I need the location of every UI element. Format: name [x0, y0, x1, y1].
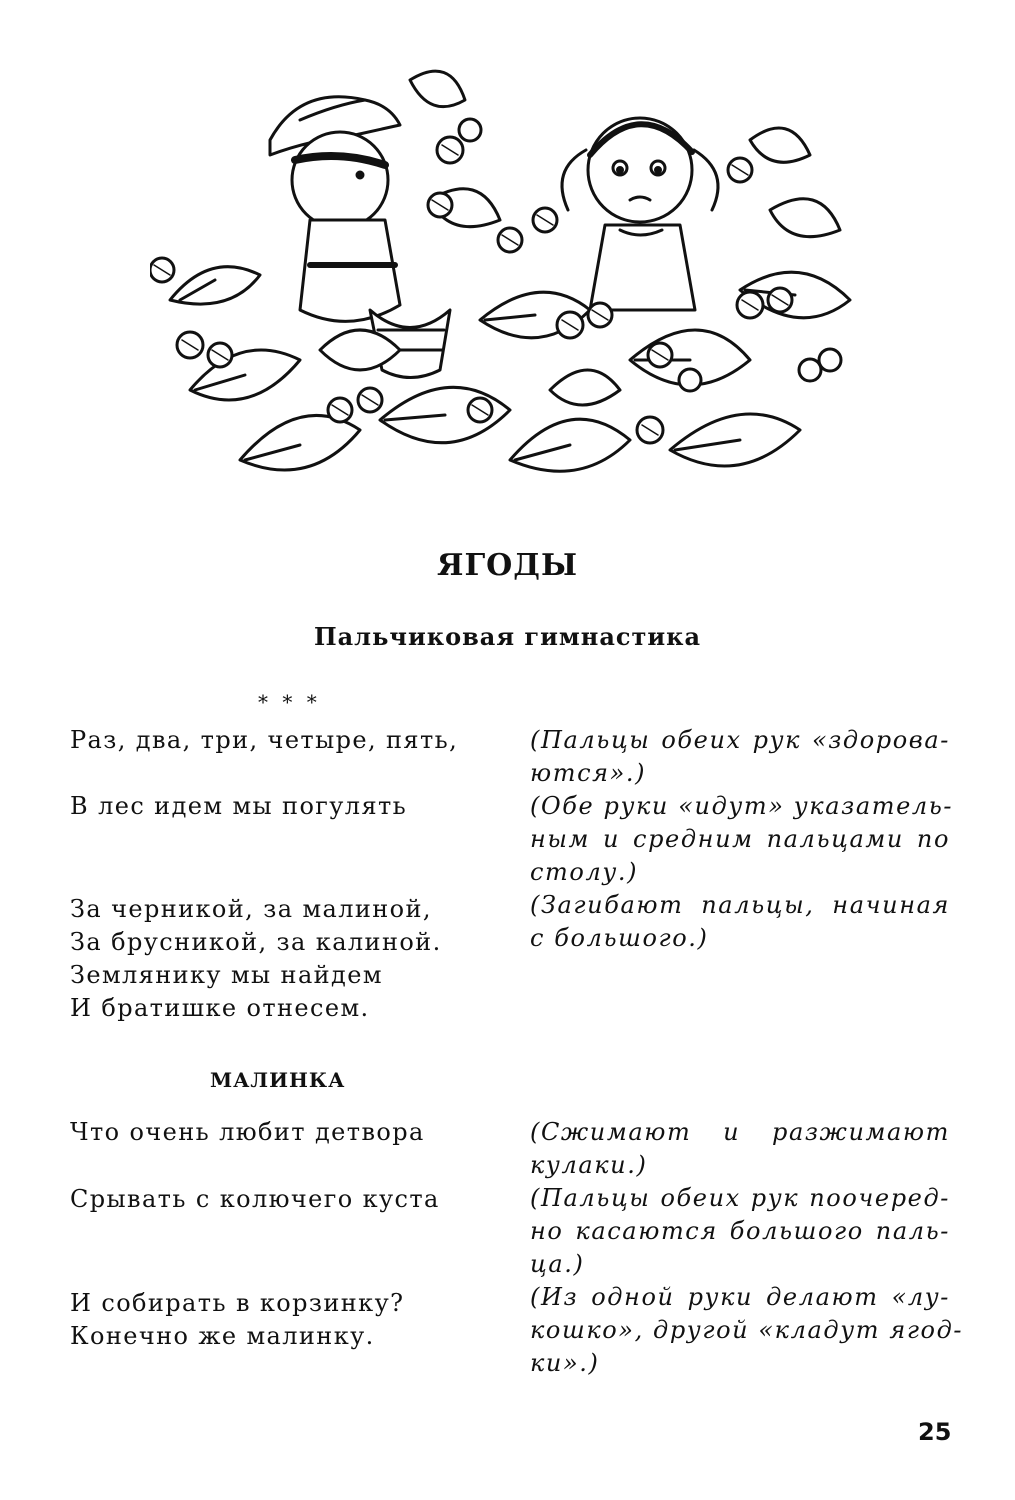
rhyme1-instruction	[530, 724, 954, 955]
instruction-line: (Пальцы обеих рук поочеред-	[530, 1184, 950, 1212]
rhyme1-line: Раз, два, три, четыре, пять,	[70, 726, 459, 754]
page-title: ЯГОДЫ	[436, 548, 579, 583]
instruction-line: (Обе руки «идут» указатель-	[530, 792, 954, 820]
instruction-line: кулаки.)	[530, 1151, 648, 1179]
instruction-line: кошко», другой «кладут ягод-	[530, 1316, 964, 1344]
rhyme1-line: Землянику мы найдем	[70, 961, 383, 989]
rhyme2-line: Конечно же малинку.	[70, 1322, 375, 1350]
illustration-drawing	[150, 60, 860, 490]
rhyme2-line: Что очень любит детвора	[70, 1118, 425, 1146]
rhyme1-line: И братишке отнесем.	[70, 994, 370, 1022]
rhyme2-line: Срывать с колючего куста	[70, 1185, 440, 1213]
instruction-line: столу.)	[530, 858, 639, 886]
berry-picking-illustration	[150, 60, 860, 490]
instruction-line: (Пальцы обеих рук «здорова-	[530, 726, 950, 754]
rhyme1-line: За брусникой, за калиной.	[70, 928, 442, 956]
instruction-line: но касаются большого паль-	[530, 1217, 950, 1245]
rhyme1-line: За черникой, за малиной,	[70, 895, 432, 923]
verse-separator: * * *	[258, 690, 321, 714]
section-subtitle: Пальчиковая гимнастика	[313, 622, 702, 651]
section-title-malinka: МАЛИНКА	[210, 1068, 346, 1092]
instruction-line: (Сжимают и разжимают	[530, 1118, 950, 1146]
instruction-line: (Загибают пальцы, начиная	[530, 891, 950, 919]
instruction-line: ются».)	[530, 759, 647, 787]
rhyme2-line: И собирать в корзинку?	[70, 1289, 405, 1317]
rhyme2-instruction	[530, 1116, 964, 1380]
instruction-line: ца.)	[530, 1250, 585, 1278]
instruction-line: ки».)	[530, 1349, 600, 1377]
page-number: 25	[918, 1418, 952, 1446]
instruction-line: ным и средним пальцами по	[530, 825, 950, 853]
instruction-line: с большого.)	[530, 924, 709, 952]
instruction-line: (Из одной руки делают «лу-	[530, 1283, 950, 1311]
rhyme1-line: В лес идем мы погулять	[70, 792, 408, 820]
